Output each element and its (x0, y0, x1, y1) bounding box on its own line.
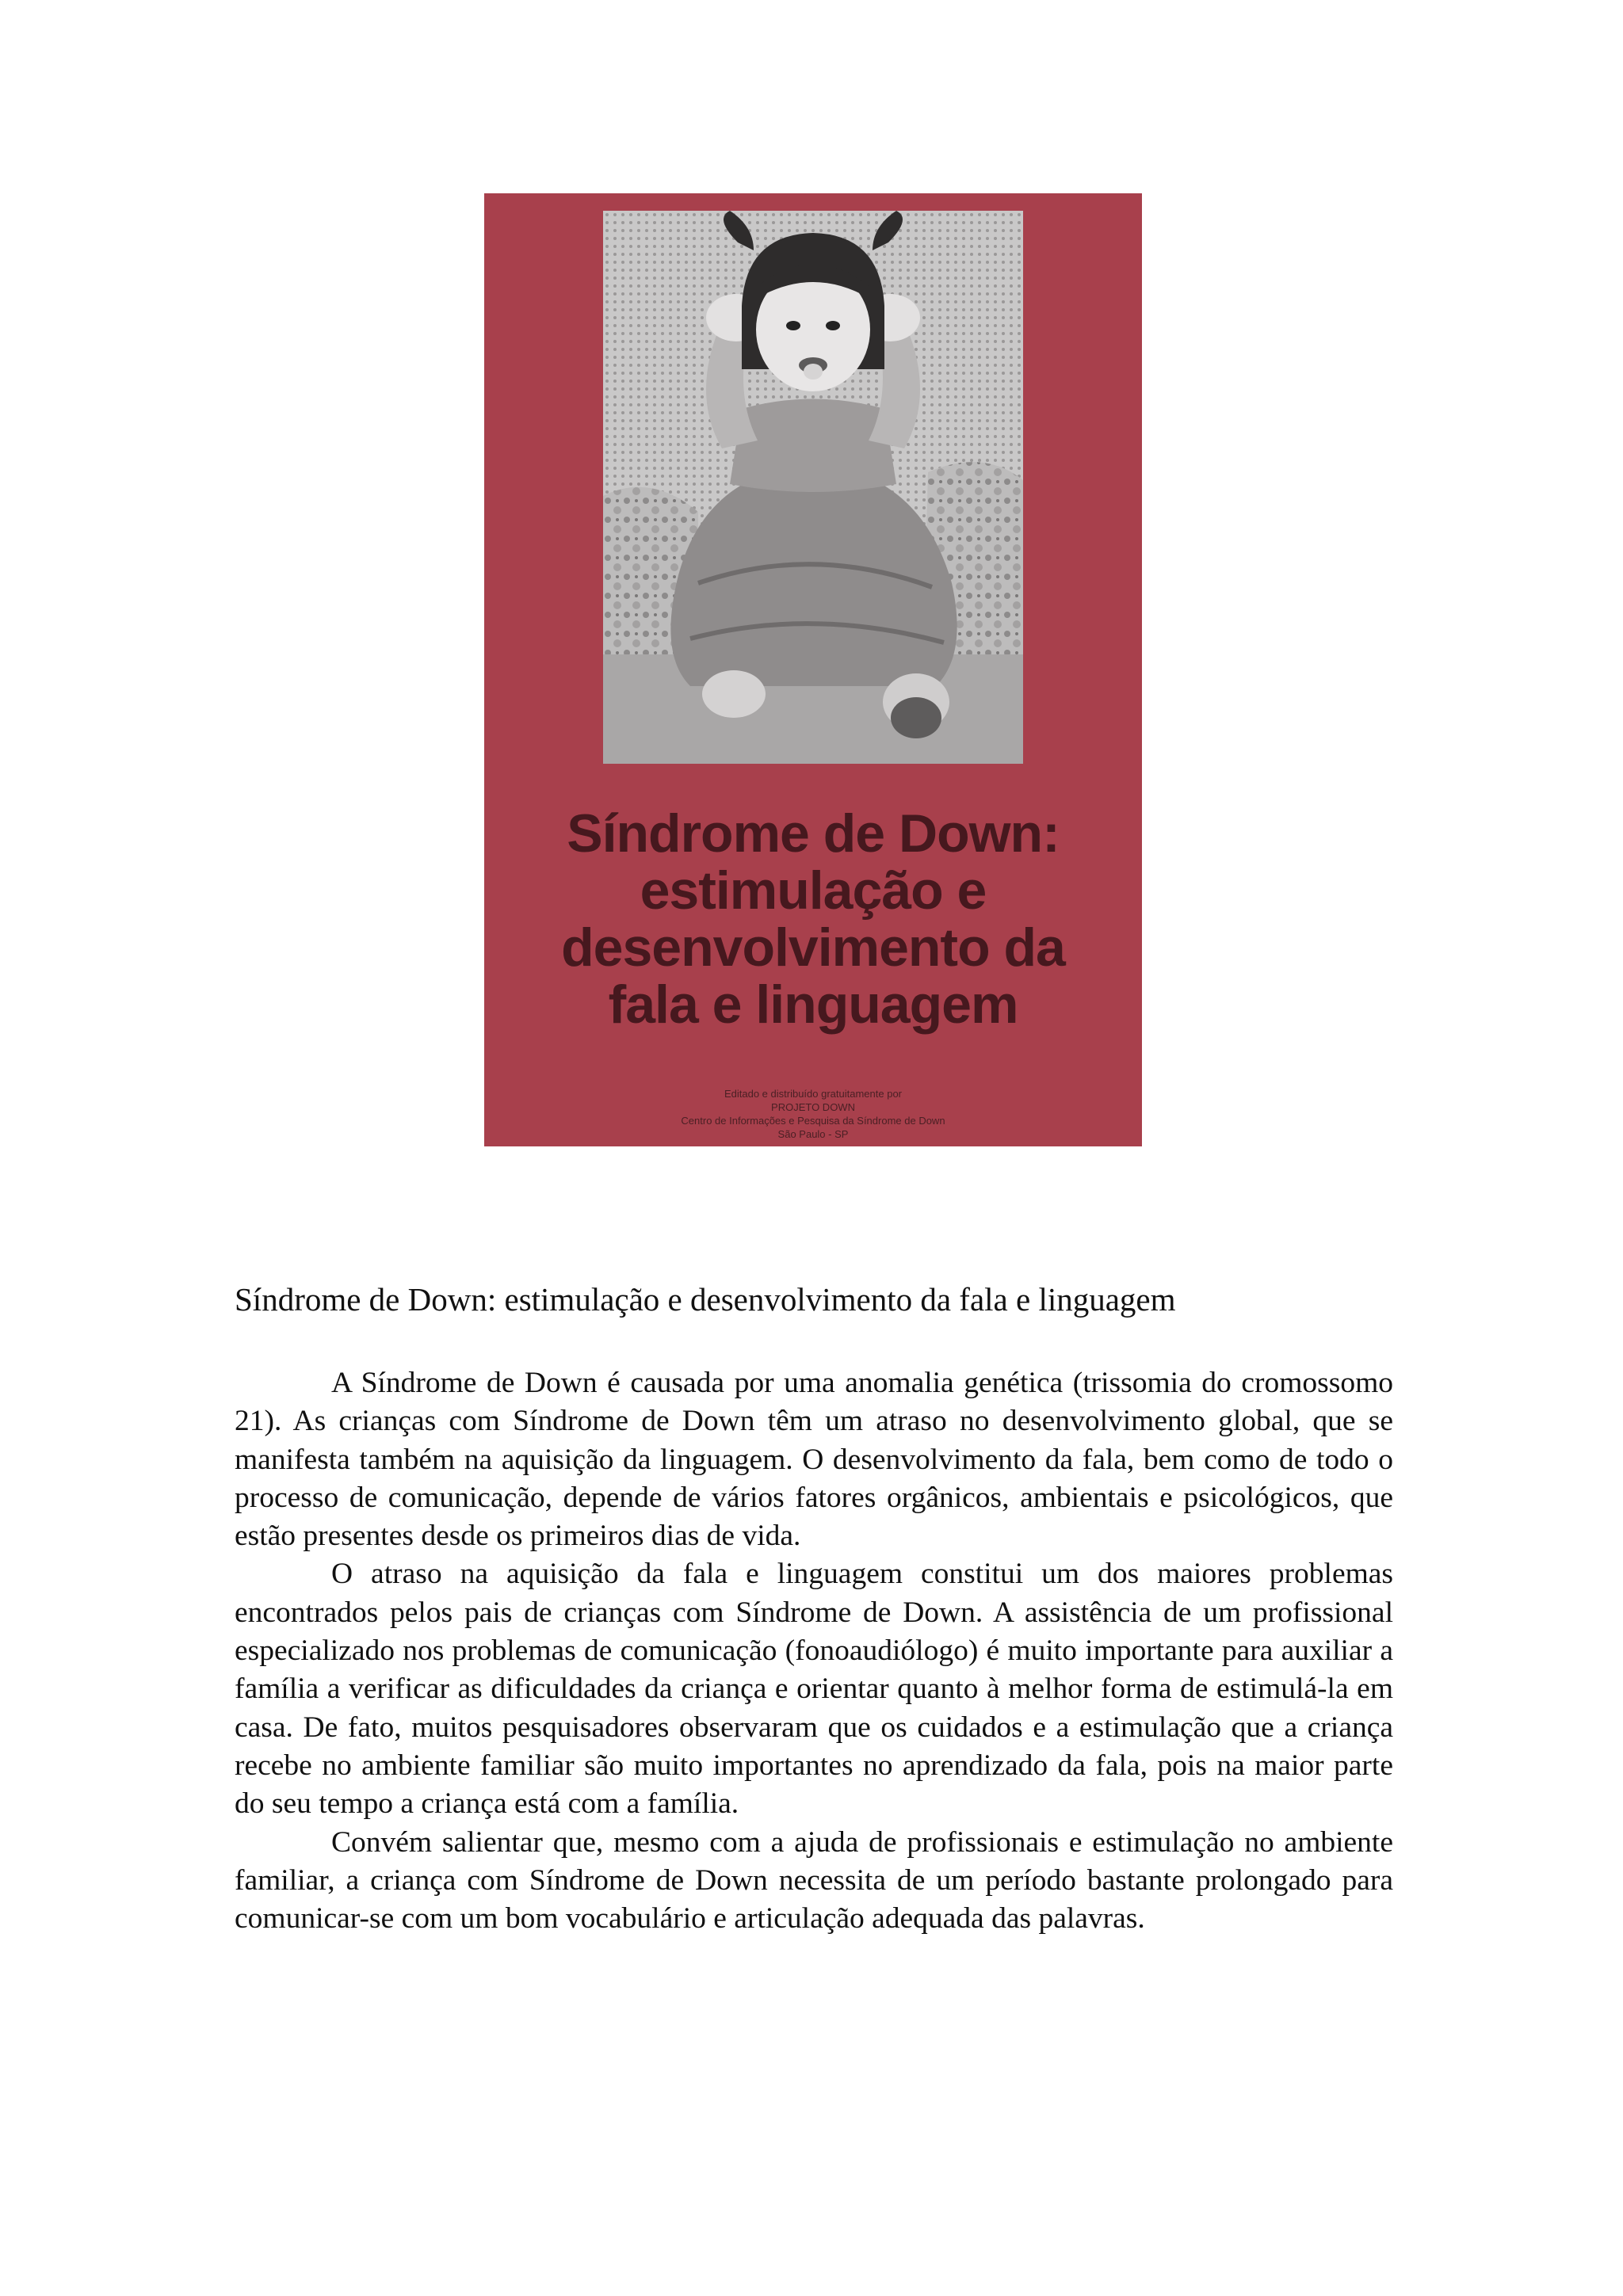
cover-credit-line: Editado e distribuído gratuitamente por (724, 1088, 903, 1100)
cover-credits (484, 1087, 1142, 1141)
cover-title-line: desenvolvimento da (561, 917, 1065, 978)
cover-title-line: estimulação e (640, 860, 987, 921)
cover-title-line: Síndrome de Down: (567, 803, 1060, 864)
cover-photo (603, 211, 1023, 764)
child-photo-illustration (603, 211, 1023, 764)
body-paragraph: A Síndrome de Down é causada por uma anomalia genética (trissomia do cromossomo 21). As crianças com Síndrome de Down têm um atraso no desenvolvimento global, que se manifesta também na aquisição da linguagem. O desenvolvimento da fala, bem como de todo o processo de comunicação, depende de vários fatores orgânicos, ambientais e psicológicos, que estão presentes desde os primeiros dias de vida. (235, 1367, 1393, 1553)
cover-title (484, 805, 1142, 1033)
cover-title-line: fala e linguagem (608, 974, 1018, 1035)
body-paragraph: Convém salientar que, mesmo com a ajuda de profissionais e estimulação no ambiente familiar, a criança com Síndrome de Down necessita de um período bastante prolongado para comunicar-se com um bom vocabulário e articulação adequada das palavras. (235, 1825, 1393, 1936)
document-body (235, 1364, 1393, 1938)
cover-credit-line: PROJETO DOWN (771, 1101, 855, 1113)
body-paragraph: O atraso na aquisição da fala e linguagem constitui um dos maiores problemas encontrados pelos pais de crianças com Síndrome de Down. A assistência de um profissional especializado nos problemas de comunicação (fonoaudiólogo) é muito importante para auxiliar a família a verificar as dificuldades da criança e orientar quanto à melhor forma de estimulá-la em casa. De fato, muitos pesquisadores observaram que os cuidados e a estimulação que a criança recebe no ambiente familiar são muito importantes no aprendizado da fala, pois na maior parte do seu tempo a criança está com a família. (235, 1558, 1393, 1821)
document-title: Síndrome de Down: estimulação e desenvolvimento da fala e linguagem (235, 1281, 1176, 1318)
cover-credit-line: São Paulo - SP (777, 1128, 849, 1140)
cover-credit-line: Centro de Informações e Pesquisa da Síndrome de Down (681, 1115, 945, 1127)
book-cover (484, 193, 1142, 1146)
